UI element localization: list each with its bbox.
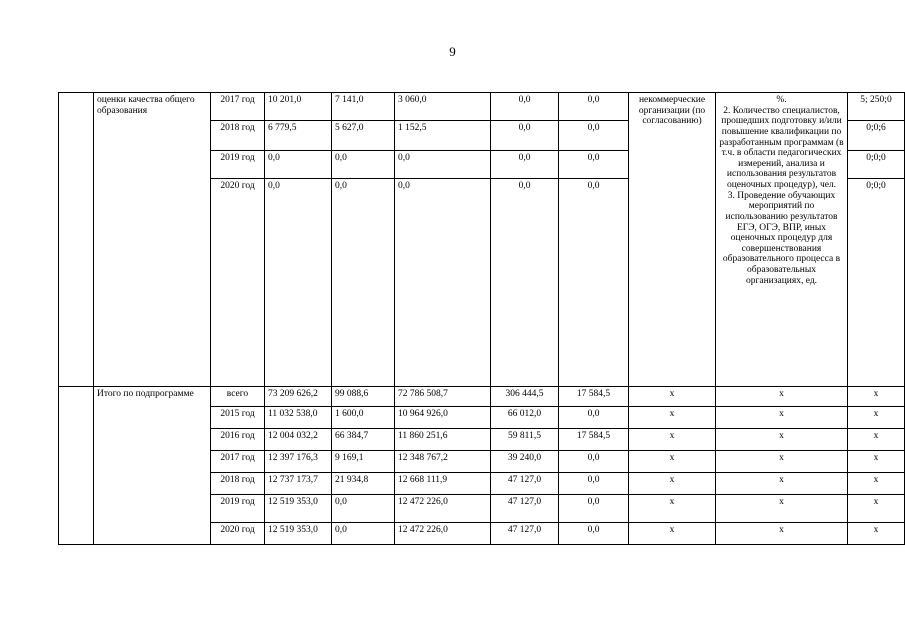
federal-cell: 0,0 — [332, 523, 395, 545]
municipal-cell: 306 444,5 — [491, 387, 559, 407]
x-cell: x — [716, 473, 848, 495]
federal-cell: 5 627,0 — [332, 121, 395, 151]
municipal-cell: 47 127,0 — [491, 495, 559, 523]
x-cell: x — [848, 495, 905, 523]
total-cell: 12 004 032,2 — [265, 429, 332, 451]
year-cell: 2017 год — [211, 451, 265, 473]
other-cell: 0,0 — [559, 451, 629, 473]
target-cell: 0;0;0 — [848, 151, 905, 179]
year-cell: 2020 год — [211, 523, 265, 545]
municipal-cell: 47 127,0 — [491, 523, 559, 545]
other-cell: 0,0 — [559, 121, 629, 151]
x-cell: x — [629, 451, 716, 473]
other-cell: 0,0 — [559, 473, 629, 495]
federal-cell: 0,0 — [332, 495, 395, 523]
regional-cell: 12 668 111,9 — [395, 473, 491, 495]
x-cell: x — [848, 387, 905, 407]
x-cell: x — [716, 429, 848, 451]
other-cell: 0,0 — [559, 495, 629, 523]
x-cell: x — [629, 473, 716, 495]
year-cell: 2017 год — [211, 93, 265, 121]
target-cell: 5; 250;0 — [848, 93, 905, 121]
other-cell: 0,0 — [559, 523, 629, 545]
federal-cell: 66 384,7 — [332, 429, 395, 451]
federal-cell: 9 169,1 — [332, 451, 395, 473]
municipal-cell: 59 811,5 — [491, 429, 559, 451]
total-cell: 12 737 173,7 — [265, 473, 332, 495]
regional-cell: 12 348 767,2 — [395, 451, 491, 473]
x-cell: x — [629, 387, 716, 407]
other-cell: 0,0 — [559, 407, 629, 429]
year-cell: 2019 год — [211, 495, 265, 523]
municipal-cell: 0,0 — [491, 93, 559, 121]
municipal-cell: 66 012,0 — [491, 407, 559, 429]
regional-cell: 72 786 508,7 — [395, 387, 491, 407]
table-row — [59, 93, 905, 121]
total-cell: 10 201,0 — [265, 93, 332, 121]
x-cell: x — [716, 523, 848, 545]
total-cell: 12 519 353,0 — [265, 523, 332, 545]
total-label-cell: Итого по подпрограмме — [94, 387, 211, 545]
table-row — [59, 387, 905, 407]
federal-cell: 21 934,8 — [332, 473, 395, 495]
regional-cell: 10 964 926,0 — [395, 407, 491, 429]
regional-cell: 0,0 — [395, 151, 491, 179]
indicator-cell — [716, 93, 848, 387]
federal-cell: 1 600,0 — [332, 407, 395, 429]
x-cell: x — [848, 523, 905, 545]
federal-cell: 0,0 — [332, 151, 395, 179]
x-cell: x — [848, 473, 905, 495]
year-cell: 2016 год — [211, 429, 265, 451]
other-cell: 17 584,5 — [559, 429, 629, 451]
x-cell: x — [716, 407, 848, 429]
total-cell: 11 032 538,0 — [265, 407, 332, 429]
year-cell: 2020 год — [211, 179, 265, 387]
x-cell: x — [629, 495, 716, 523]
total-cell: 6 779,5 — [265, 121, 332, 151]
x-cell: x — [848, 407, 905, 429]
regional-cell: 12 472 226,0 — [395, 495, 491, 523]
total-cell: 73 209 626,2 — [265, 387, 332, 407]
municipal-cell: 0,0 — [491, 179, 559, 387]
x-cell: x — [716, 495, 848, 523]
x-cell: x — [716, 451, 848, 473]
other-cell: 0,0 — [559, 151, 629, 179]
total-cell: 12 397 176,3 — [265, 451, 332, 473]
regional-cell: 0,0 — [395, 179, 491, 387]
year-cell: 2019 год — [211, 151, 265, 179]
total-cell: 0,0 — [265, 179, 332, 387]
x-cell: x — [629, 407, 716, 429]
event-name-cell: оценки качества общего образования — [94, 93, 211, 387]
federal-cell: 0,0 — [332, 179, 395, 387]
regional-cell: 12 472 226,0 — [395, 523, 491, 545]
number-cell — [59, 93, 94, 387]
other-cell: 0,0 — [559, 93, 629, 121]
x-cell: x — [629, 429, 716, 451]
x-cell: x — [848, 451, 905, 473]
municipal-cell: 0,0 — [491, 151, 559, 179]
federal-cell: 99 088,6 — [332, 387, 395, 407]
other-cell: 17 584,5 — [559, 387, 629, 407]
target-cell: 0;0;0 — [848, 179, 905, 387]
x-cell: x — [629, 523, 716, 545]
year-cell: 2015 год — [211, 407, 265, 429]
municipal-cell: 0,0 — [491, 121, 559, 151]
indicator-text: %. 2. Количество специалистов, прошедших подготовку и/или повышение квалификации по разработанным программам (в т.ч. в области педагогических измерений, анализа и использования результатов оценочных процедур), чел. 3. Проведение обучающих мероприятий по использованию результатов ЕГЭ, ОГЭ, ВПР, иных оценочных процедур для совершенствования образовательного процесса в образовательных организациях, ед. — [719, 95, 844, 286]
executor-cell: некоммерческие организации (по согласованию) — [629, 93, 716, 387]
federal-cell: 7 141,0 — [332, 93, 395, 121]
regional-cell: 3 060,0 — [395, 93, 491, 121]
other-cell: 0,0 — [559, 179, 629, 387]
total-cell: 12 519 353,0 — [265, 495, 332, 523]
budget-table — [58, 92, 905, 545]
municipal-cell: 47 127,0 — [491, 473, 559, 495]
page-number: 9 — [449, 44, 456, 59]
regional-cell: 1 152,5 — [395, 121, 491, 151]
total-cell: 0,0 — [265, 151, 332, 179]
number-cell — [59, 387, 94, 545]
regional-cell: 11 860 251,6 — [395, 429, 491, 451]
year-cell: всего — [211, 387, 265, 407]
year-cell: 2018 год — [211, 121, 265, 151]
x-cell: x — [848, 429, 905, 451]
municipal-cell: 39 240,0 — [491, 451, 559, 473]
x-cell: x — [716, 387, 848, 407]
target-cell: 0;0;6 — [848, 121, 905, 151]
year-cell: 2018 год — [211, 473, 265, 495]
